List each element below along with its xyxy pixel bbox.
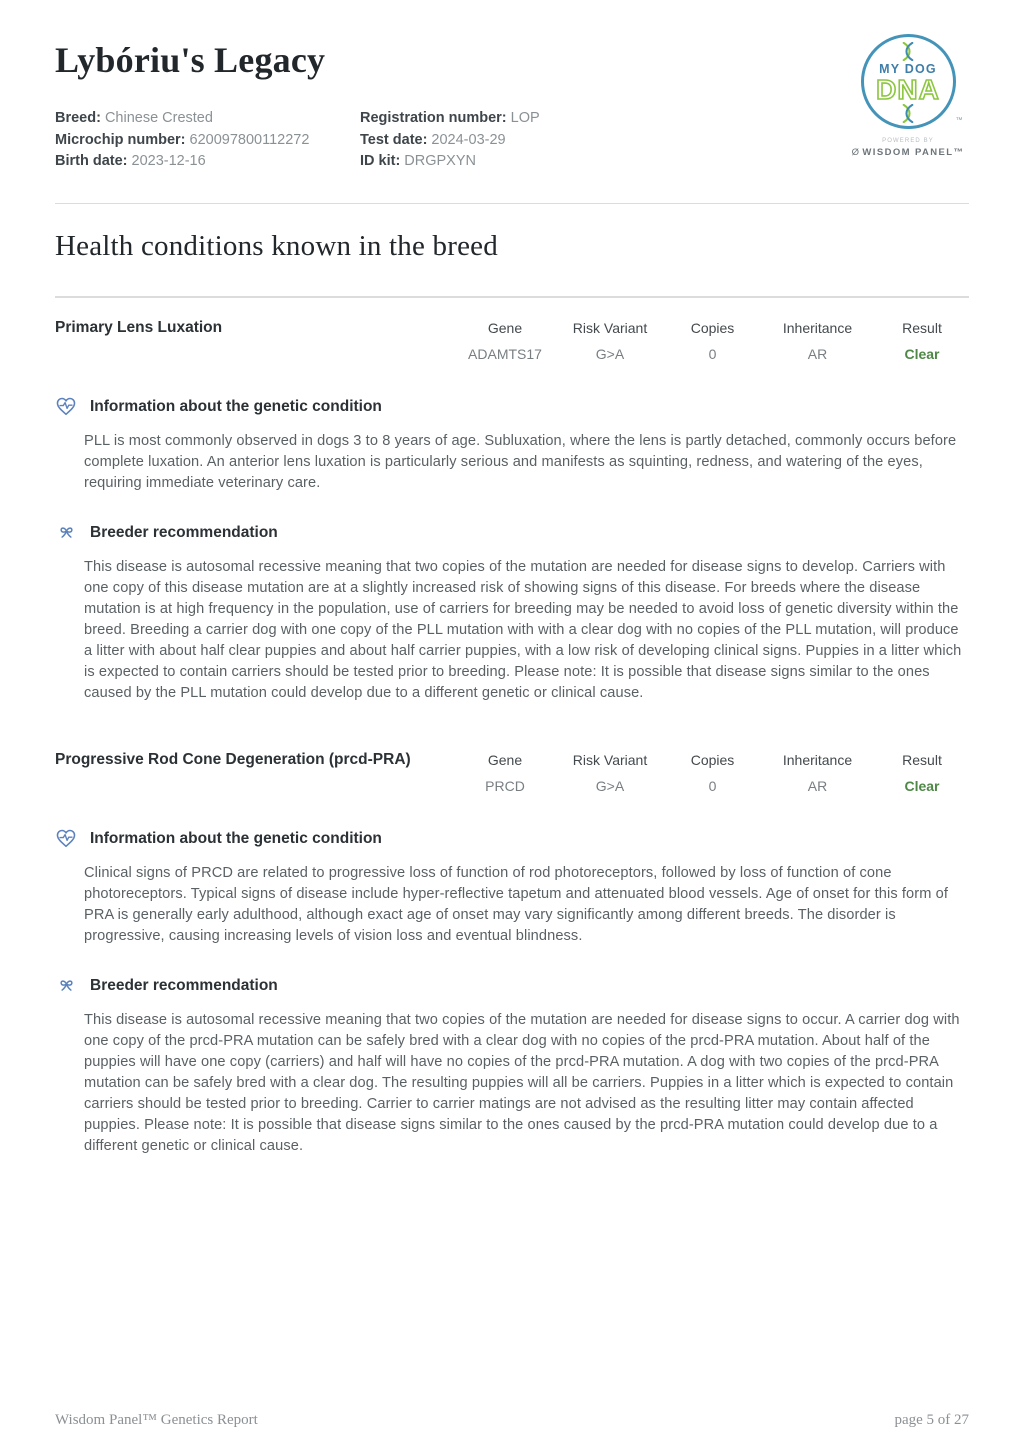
dna-helix-icon	[899, 42, 917, 61]
meta-breed-value: Chinese Crested	[104, 110, 213, 126]
gene-value: PRCD	[485, 777, 525, 794]
result-value: Clear	[904, 345, 940, 362]
column-header-risk-variant: Risk Variant	[572, 751, 648, 768]
meta-test-date-label: Test date:	[360, 131, 428, 148]
meta-birth-date-value: 2023-12-16	[131, 153, 206, 169]
copies-value: 0	[708, 777, 717, 794]
column-header-copies: Copies	[690, 751, 735, 768]
column-header-gene: Gene	[487, 751, 523, 768]
result-value: Clear	[904, 777, 940, 794]
meta-breed	[55, 108, 360, 130]
wisdom-panel-wordmark	[848, 147, 968, 158]
page-footer	[55, 1412, 969, 1451]
column-header-result: Result	[902, 319, 942, 336]
meta-registration-label: Registration number:	[360, 110, 507, 126]
inheritance-value: AR	[807, 777, 828, 794]
copies-value: 0	[708, 345, 717, 362]
column-header-result: Result	[902, 751, 942, 768]
info-heading-row	[55, 396, 969, 418]
condition-title: Progressive Rod Cone Degeneration (prcd-PRA)	[55, 750, 411, 768]
info-heading: Information about the genetic condition	[90, 397, 382, 415]
condition-title: Primary Lens Luxation	[55, 318, 223, 336]
footer-page-number: page 5 of 27	[894, 1412, 969, 1428]
condition-section-prcd-pra	[55, 704, 969, 1157]
meta-id-kit	[360, 151, 540, 173]
meta-microchip	[55, 130, 360, 152]
logo-my-dog-text: MY DOG	[879, 62, 937, 76]
metadata-right-column	[360, 108, 540, 173]
meta-registration	[360, 108, 540, 130]
ribbon-icon	[55, 522, 77, 544]
section-title: Health conditions known in the breed	[55, 230, 498, 262]
breeder-paragraph: This disease is autosomal recessive meaning that two copies of the mutation are needed for disease signs to develop. Carriers with one copy of this disease mutation are at a slightly increased risk of showing signs of this disease. For breeds where the disease mutation is at high frequency in the population, use of carriers for breeding may be needed to avoid loss of genetic diversity within the breed. Breeding a carrier dog with one copy of the PLL mutation with with a clear dog with no copies of the PLL mutation, will produce a litter with about half clear puppies and about half carrier puppies, with a low risk of developing clinical signs. Puppies in a litter which is expected to contain carriers should be tested prior to breeding. Please note: It is possible that disease signs similar to the ones caused by the PLL mutation could develop due to a different genetic or clinical cause.	[84, 558, 962, 701]
column-header-risk-variant: Risk Variant	[572, 319, 648, 336]
meta-microchip-label: Microchip number:	[55, 131, 186, 148]
breeder-heading-row	[55, 975, 969, 997]
heart-pulse-icon	[55, 396, 77, 418]
meta-registration-value: LOP	[510, 110, 540, 126]
heart-pulse-icon	[55, 828, 77, 850]
column-header-inheritance: Inheritance	[782, 751, 853, 768]
breeder-heading-row	[55, 522, 969, 544]
meta-test-date	[360, 130, 540, 152]
info-heading-row	[55, 828, 969, 850]
info-heading: Information about the genetic condition	[90, 829, 382, 847]
logo-dna-text: DNA	[876, 74, 940, 105]
column-header-gene: Gene	[487, 319, 523, 336]
meta-id-kit-label: ID kit:	[360, 153, 401, 169]
breeder-heading: Breeder recommendation	[90, 976, 278, 994]
footer-report-title: Wisdom Panel™ Genetics Report	[55, 1412, 258, 1428]
wisdom-panel-text: WISDOM PANEL™	[862, 147, 965, 158]
breeder-paragraph: This disease is autosomal recessive meaning that two copies of the mutation are needed for disease signs to occur. A carrier dog with one copy of the prcd-PRA mutation can be safely bred with a clear dog with no copies of the prcd-PRA mutation. About half of the puppies will have one copy (carriers) and half will have no copies of the prcd-PRA mutation. A dog with two copies of the prcd-PRA mutation can be safely bred with a clear dog. The resulting puppies will all be carriers. Puppies in a litter which is expected to contain carriers should be tested prior to breeding. Carrier to carrier matings are not advised as the resulting litter may contain affected puppies. Please note: It is possible that disease signs similar to the ones caused by the prcd-PRA mutation could develop due to a different genetic or clinical cause.	[84, 1011, 960, 1154]
risk-variant-value: G>A	[595, 777, 625, 794]
meta-test-date-value: 2024-03-29	[431, 131, 506, 148]
info-paragraph: Clinical signs of PRCD are related to progressive loss of function of rod photoreceptors, followed by loss of function of cone photoreceptors. Typical signs of disease include hyper-reflective tapetum and attenuated blood vessels. Age of onset for this form of PRA is generally early adulthood, although exact age of onset may vary significantly among different breeds. The disorder is progressive, causing increasing levels of vision loss and eventual blindness.	[84, 864, 949, 944]
meta-microchip-value: 620097800112272	[189, 131, 310, 148]
condition-result-table	[55, 318, 969, 364]
meta-id-kit-value: DRGPXYN	[404, 153, 476, 169]
meta-birth-date	[55, 151, 360, 173]
condition-section-pll	[55, 298, 969, 704]
wisdom-panel-mark-icon: Ø	[851, 147, 861, 158]
dog-name-title: Lybóriu's Legacy	[55, 40, 326, 80]
dna-helix-icon	[899, 104, 917, 123]
column-header-inheritance: Inheritance	[782, 319, 853, 336]
logo-circle	[861, 34, 963, 129]
info-paragraph: PLL is most commonly observed in dogs 3 to 8 years of age. Subluxation, where the lens is partly detached, commonly occurs before complete luxation. An anterior lens luxation is particularly serious and manifests as squinting, redness, and watering of the eyes, requiring immediate veterinary care.	[84, 432, 957, 491]
gene-value: ADAMTS17	[468, 345, 542, 362]
metadata-left-column	[55, 108, 360, 173]
condition-result-table	[55, 750, 969, 796]
meta-birth-date-label: Birth date:	[55, 153, 128, 169]
divider	[55, 203, 969, 205]
column-header-copies: Copies	[690, 319, 735, 336]
risk-variant-value: G>A	[595, 345, 625, 362]
dog-metadata	[55, 108, 969, 173]
ribbon-icon	[55, 975, 77, 997]
breeder-heading: Breeder recommendation	[90, 523, 278, 541]
powered-by-text: POWERED BY	[882, 138, 934, 144]
my-dog-dna-logo	[848, 34, 968, 158]
meta-breed-label: Breed:	[55, 110, 101, 126]
logo-trademark: ™	[955, 117, 963, 124]
inheritance-value: AR	[807, 345, 828, 362]
